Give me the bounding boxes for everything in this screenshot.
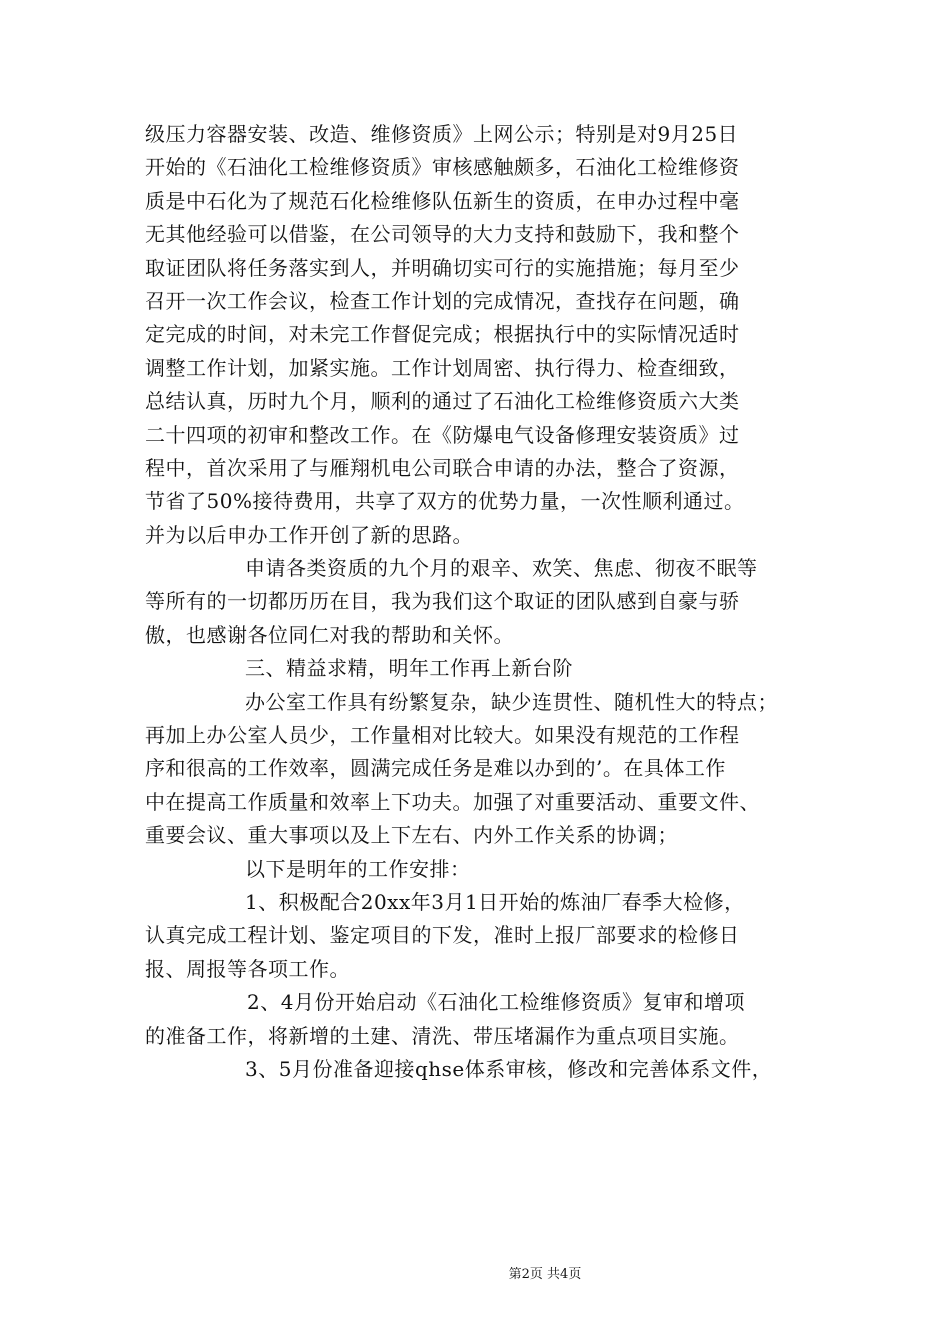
page-number: 第2页 共4页 [508, 1267, 582, 1282]
text-line: 傲，也感谢各位同仁对我的帮助和关怀。 [145, 622, 514, 647]
text-line: 再加上办公室人员少，工作量相对比较大。如果没有规范的工作程 [145, 723, 740, 748]
paragraph-start: 以下是明年的工作安排： [245, 856, 471, 881]
paragraph-start: 申请各类资质的九个月的艰辛、欢笑、焦虑、彻夜不眠等 [245, 556, 758, 581]
text-line: 级压力容器安装、改造、维修资质》上网公示；特别是对9月25日 [145, 122, 739, 146]
list-item-1: 1、积极配合20xx年3月1日开始的炼油厂春季大检修， [245, 889, 745, 914]
text-line: 总结认真，历时九个月，顺利的通过了石油化工检维修资质六大类 [145, 389, 740, 414]
text-line: 程中，首次采用了与雁翔机电公司联合申请的办法，整合了资源， [145, 455, 740, 480]
text-line: 认真完成工程计划、鉴定项目的下发，准时上报厂部要求的检修日 [145, 923, 740, 948]
document-body [145, 118, 810, 1086]
paragraph-start: 办公室工作具有纷繁复杂，缺少连贯性、随机性大的特点； [245, 689, 778, 714]
text-line: 取证团队将任务落实到人，并明确切实可行的实施措施；每月至少 [145, 255, 740, 280]
text-line: 开始的《石油化工检维修资质》审核感触颇多，石油化工检维修资 [145, 155, 740, 180]
text-line: 的准备工作，将新增的土建、清洗、带压堵漏作为重点项目实施。 [145, 1023, 740, 1048]
list-item-3: 3、5月份准备迎接qhse体系审核，修改和完善体系文件， [245, 1056, 773, 1081]
text-line: 重要会议、重大事项以及上下左右、内外工作关系的协调； [145, 823, 678, 848]
list-item-2: 2、4月份开始启动《石油化工检维修资质》复审和增项 [247, 990, 745, 1015]
text-line: 并为以后申办工作开创了新的思路。 [145, 522, 473, 547]
text-line: 调整工作计划，加紧实施。工作计划周密、执行得力、检查细致， [145, 355, 740, 380]
text-line: 定完成的时间，对未完工作督促完成；根据执行中的实际情况适时 [145, 322, 740, 347]
text-line: 召开一次工作会议，检查工作计划的完成情况，查找存在问题，确 [145, 288, 740, 313]
text-line: 二十四项的初审和整改工作。在《防爆电气设备修理安装资质》过 [145, 422, 740, 447]
text-line: 序和很高的工作效率，圆满完成任务是难以办到的’。在具体工作 [145, 756, 726, 781]
text-line: 无其他经验可以借鉴，在公司领导的大力支持和鼓励下，我和整个 [145, 222, 740, 247]
text-line: 中在提高工作质量和效率上下功夫。加强了对重要活动、重要文件、 [145, 789, 760, 814]
text-line: 质是中石化为了规范石化检维修队伍新生的资质，在申办过程中毫 [145, 188, 740, 213]
text-line: 等所有的一切都历历在目，我为我们这个取证的团队感到自豪与骄 [145, 589, 740, 614]
page-footer [0, 1263, 950, 1282]
text-line: 报、周报等各项工作。 [145, 956, 350, 981]
section-heading: 三、精益求精，明年工作再上新台阶 [245, 656, 573, 681]
text-line: 节省了50%接待费用，共享了双方的优势力量，一次性顺利通过。 [145, 489, 745, 514]
